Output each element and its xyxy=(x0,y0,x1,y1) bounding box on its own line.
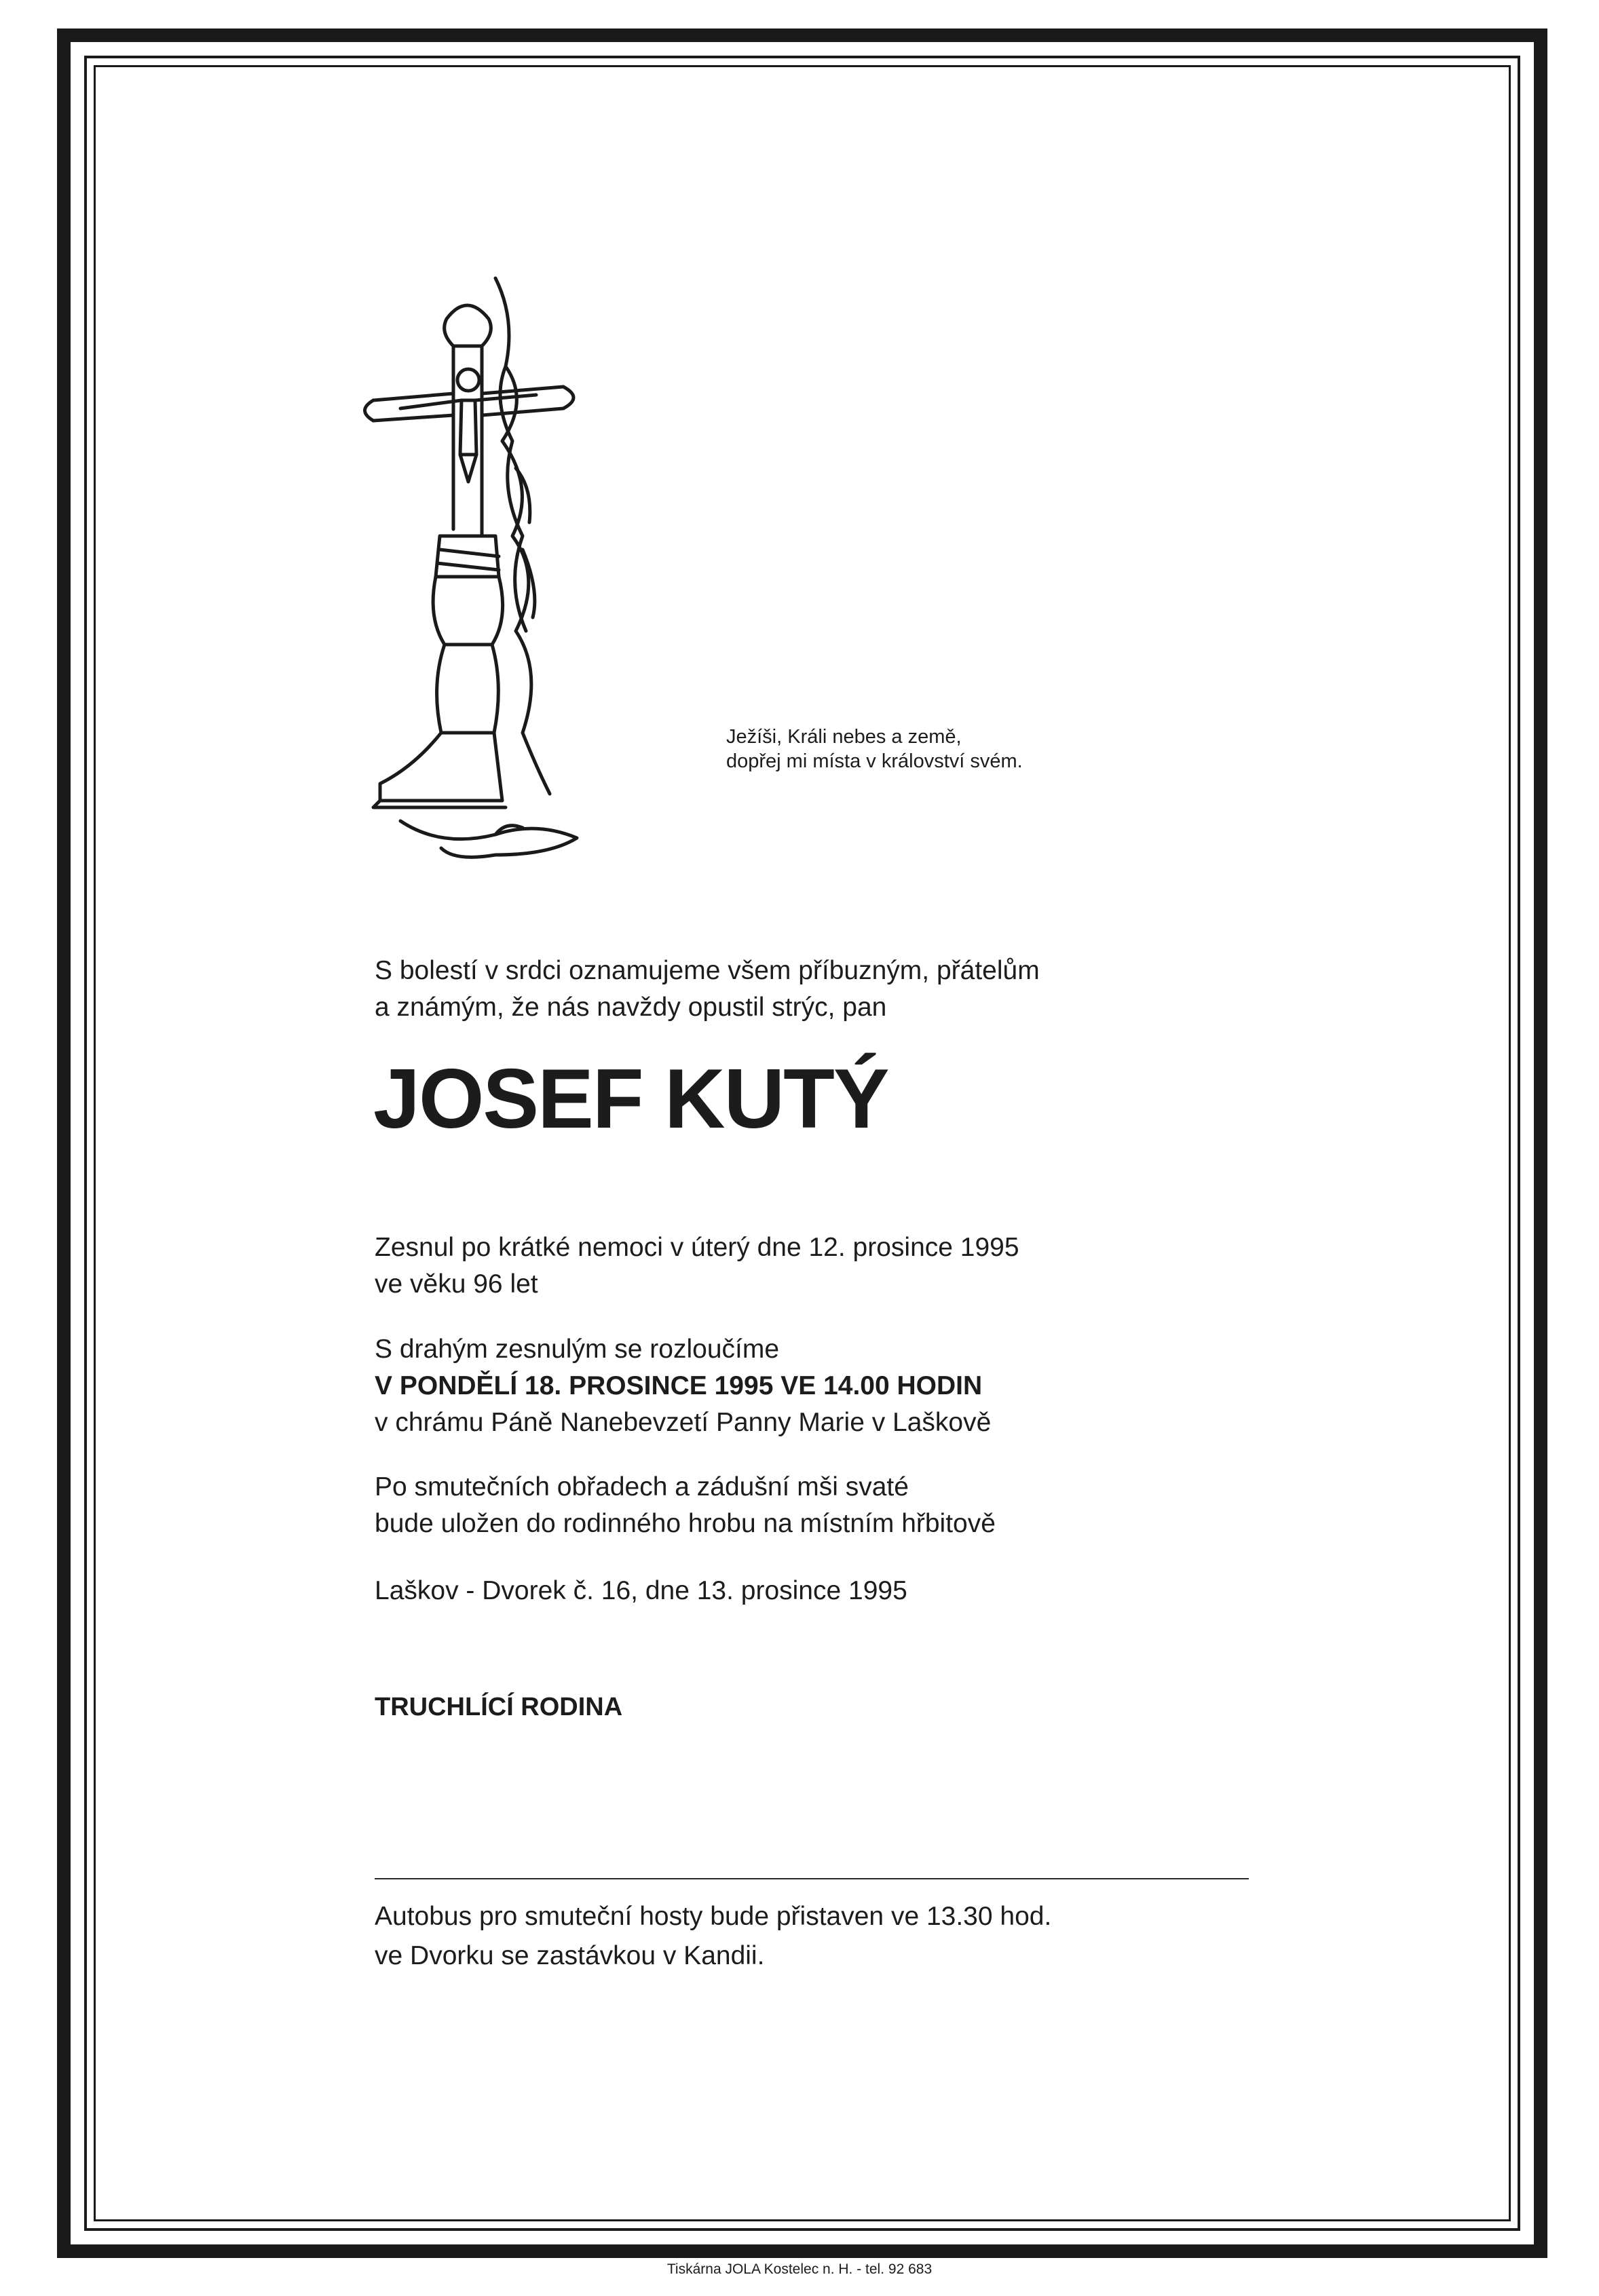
farewell-line: S drahým zesnulým se rozloučíme xyxy=(375,1335,780,1364)
death-details xyxy=(375,1229,1019,1303)
farewell-place: v chrámu Páně Nanebevzetí Panny Marie v Laškově xyxy=(375,1408,992,1437)
farewell-date: V PONDĚLÍ 18. PROSINCE 1995 VE 14.00 HODIN xyxy=(375,1371,983,1400)
bus-note xyxy=(375,1897,1051,1976)
death-line: ve věku 96 let xyxy=(375,1269,538,1299)
place-date xyxy=(375,1573,907,1609)
announcement-line: a známým, že nás navždy opustil strýc, pan xyxy=(375,993,887,1022)
announcement xyxy=(375,953,1040,1026)
farewell-details xyxy=(375,1331,991,1441)
prayer-verse xyxy=(726,725,1023,773)
bus-note-line: ve Dvorku se zastávkou v Kandii. xyxy=(375,1941,765,1970)
crucifix-icon xyxy=(360,265,618,862)
prayer-line: dopřej mi místa v království svém. xyxy=(726,750,1023,772)
prayer-line: Ježíši, Králi nebes a země, xyxy=(726,726,962,748)
burial-line: bude uložen do rodinného hrobu na místním hřbitově xyxy=(375,1509,996,1538)
burial-line: Po smutečních obřadech a zádušní mši svaté xyxy=(375,1472,909,1501)
place-date-line: Laškov - Dvorek č. 16, dne 13. prosince 1995 xyxy=(375,1576,907,1605)
announcement-line: S bolestí v srdci oznamujeme všem příbuzným, přátelům xyxy=(375,956,1040,985)
printer-imprint: Tiskárna JOLA Kostelec n. H. - tel. 92 683 xyxy=(666,2261,933,2277)
bus-note-line: Autobus pro smuteční hosty bude přistaven ve 13.30 hod. xyxy=(375,1902,1052,1931)
mourners-signature: TRUCHLÍCÍ RODINA xyxy=(375,1693,623,1721)
death-line: Zesnul po krátké nemoci v úterý dne 12. prosince 1995 xyxy=(375,1233,1019,1262)
burial-details xyxy=(375,1469,996,1542)
deceased-name: JOSEF KUTÝ xyxy=(373,1052,888,1146)
divider xyxy=(375,1878,1249,1879)
